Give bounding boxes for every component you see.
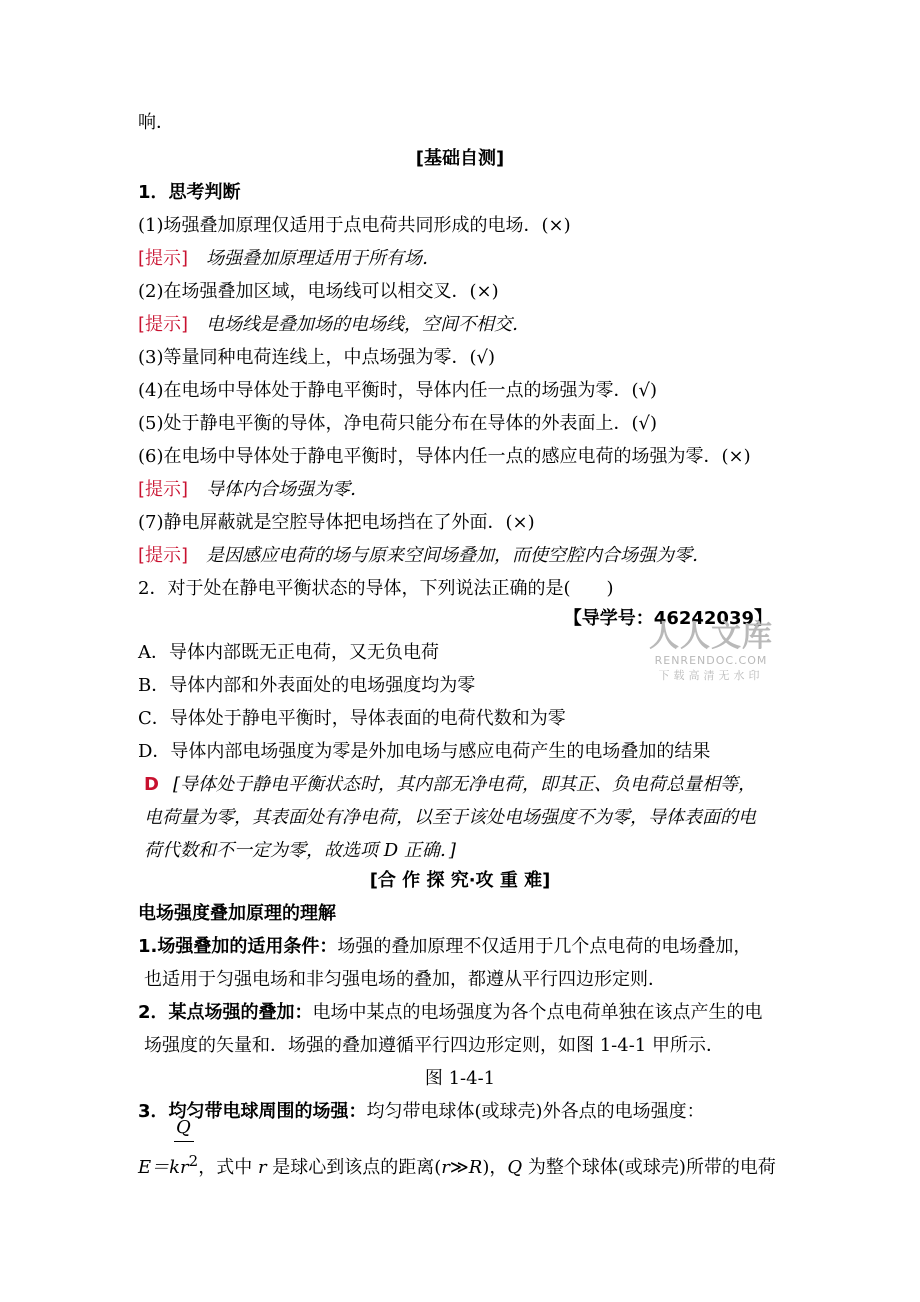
answer-letter: D bbox=[144, 774, 159, 795]
var-R: R bbox=[468, 1157, 483, 1178]
question-2: 2．对于处在静电平衡状态的导体，下列说法正确的是( ) bbox=[138, 578, 614, 599]
paragraph-2-cont: 场强度的矢量和．场强的叠加遵循平行四边形定则，如图 1-4-1 甲所示． bbox=[144, 1035, 724, 1056]
statement-1: (1)场强叠加原理仅适用于点电荷共同形成的电场．(×) bbox=[138, 215, 571, 236]
hint-2 bbox=[138, 312, 530, 338]
paragraph-1-cont: 也适用于匀强电场和非匀强电场的叠加，都遵从平行四边形定则． bbox=[144, 969, 666, 990]
paragraph-2-body: 电场中某点的电场强度为各个点电荷单独在该点产生的电 bbox=[312, 1002, 763, 1023]
formula-text: ，式中 bbox=[198, 1157, 258, 1178]
hint-label: [提示] bbox=[138, 479, 189, 500]
figure-caption: 图 1-4-1 bbox=[424, 1068, 496, 1089]
hint-6 bbox=[138, 477, 368, 503]
answer-text: [导体处于静电平衡状态时，其内部无净电荷，即其正、负电荷总量相等， bbox=[172, 774, 756, 795]
formula-exponent: 2 bbox=[188, 1152, 199, 1170]
answer-line-1 bbox=[144, 772, 756, 798]
answer-line-3: 荷代数和不一定为零，故选项 D 正确．] bbox=[144, 840, 456, 861]
paragraph-3-head: 3．均匀带电球周围的场强： bbox=[138, 1101, 367, 1122]
topic-title: 电场强度叠加原理的理解 bbox=[138, 903, 336, 924]
formula-denominator: r bbox=[180, 1157, 189, 1178]
formula-fraction-bar bbox=[174, 1141, 194, 1142]
guide-number: 【导学号：46242039】 bbox=[563, 608, 772, 629]
paragraph-1-head: 1.场强叠加的适用条件： bbox=[138, 936, 338, 957]
much-greater-symbol: ≫ bbox=[449, 1157, 469, 1178]
statement-5: (5)处于静电平衡的导体，净电荷只能分布在导体的外表面上．(√) bbox=[138, 413, 658, 434]
answer-line-2: 电荷量为零，其表面处有净电荷，以至于该处电场强度不为零，导体表面的电 bbox=[144, 807, 756, 828]
watermark-sub: RENRENDOC.COM bbox=[654, 654, 768, 667]
hint-label: [提示] bbox=[138, 248, 189, 269]
var-r: r bbox=[257, 1157, 267, 1178]
watermark-logo bbox=[646, 620, 776, 684]
statement-6: (6)在电场中导体处于静电平衡时，导体内任一点的感应电荷的场强为零．(×) bbox=[138, 446, 751, 467]
statement-7: (7)静电屏蔽就是空腔导体把电场挡在了外面．(×) bbox=[138, 512, 535, 533]
section-header-basic: [基础自测] bbox=[415, 148, 505, 169]
paragraph-3-body: 均匀带电球体(或球壳)外各点的电场强度： bbox=[366, 1101, 705, 1122]
hint-label: [提示] bbox=[138, 545, 189, 566]
var-Q: Q bbox=[507, 1157, 523, 1178]
paragraph-2 bbox=[138, 1000, 763, 1026]
hint-label: [提示] bbox=[138, 314, 189, 335]
section-header-coop: [合 作 探 究·攻 重 难] bbox=[369, 870, 551, 891]
hint-7 bbox=[138, 543, 710, 569]
paragraph-3 bbox=[138, 1099, 705, 1125]
formula-text: 为整个球体(或球壳)所带的电荷 bbox=[522, 1157, 776, 1178]
statement-4: (4)在电场中导体处于静电平衡时，导体内任一点的场强为零．(√) bbox=[138, 380, 658, 401]
paragraph-1-body: 场强的叠加原理不仅适用于几个点电荷的电场叠加， bbox=[337, 936, 752, 957]
watermark-main: 人人文库 bbox=[649, 619, 773, 654]
option-c: C．导体处于静电平衡时，导体表面的电荷代数和为零 bbox=[138, 708, 566, 729]
option-d: D．导体内部电场强度为零是外加电场与感应电荷产生的电场叠加的结果 bbox=[138, 741, 711, 762]
option-a: A．导体内部既无正电荷，又无负电荷 bbox=[138, 642, 439, 663]
paragraph-2-head: 2．某点场强的叠加： bbox=[138, 1002, 313, 1023]
paragraph-1 bbox=[138, 934, 751, 960]
formula-line bbox=[138, 1148, 776, 1181]
statement-2: (2)在场强叠加区域，电场线可以相交叉．(×) bbox=[138, 281, 499, 302]
hint-text: 是因感应电荷的场与原来空间场叠加，而使空腔内合场强为零． bbox=[206, 545, 711, 566]
var-r: r bbox=[441, 1157, 450, 1178]
hint-1 bbox=[138, 246, 440, 272]
question-1-title: 1．思考判断 bbox=[138, 182, 241, 203]
watermark-small: 下载高清无水印 bbox=[658, 669, 764, 682]
option-b: B．导体内部和外表面处的电场强度均为零 bbox=[138, 675, 476, 696]
formula-lhs: E＝k bbox=[138, 1157, 181, 1178]
hint-text: 导体内合场强为零． bbox=[206, 479, 369, 500]
formula-numerator: Q bbox=[176, 1117, 191, 1138]
statement-3: (3)等量同种电荷连线上，中点场强为零．(√) bbox=[138, 347, 496, 368]
hint-text: 电场线是叠加场的电场线，空间不相交． bbox=[206, 314, 531, 335]
formula-text: 是球心到该点的距离( bbox=[266, 1157, 442, 1178]
text-line: 响． bbox=[138, 112, 174, 133]
hint-text: 场强叠加原理适用于所有场． bbox=[206, 248, 441, 269]
formula-text: )， bbox=[482, 1157, 508, 1178]
